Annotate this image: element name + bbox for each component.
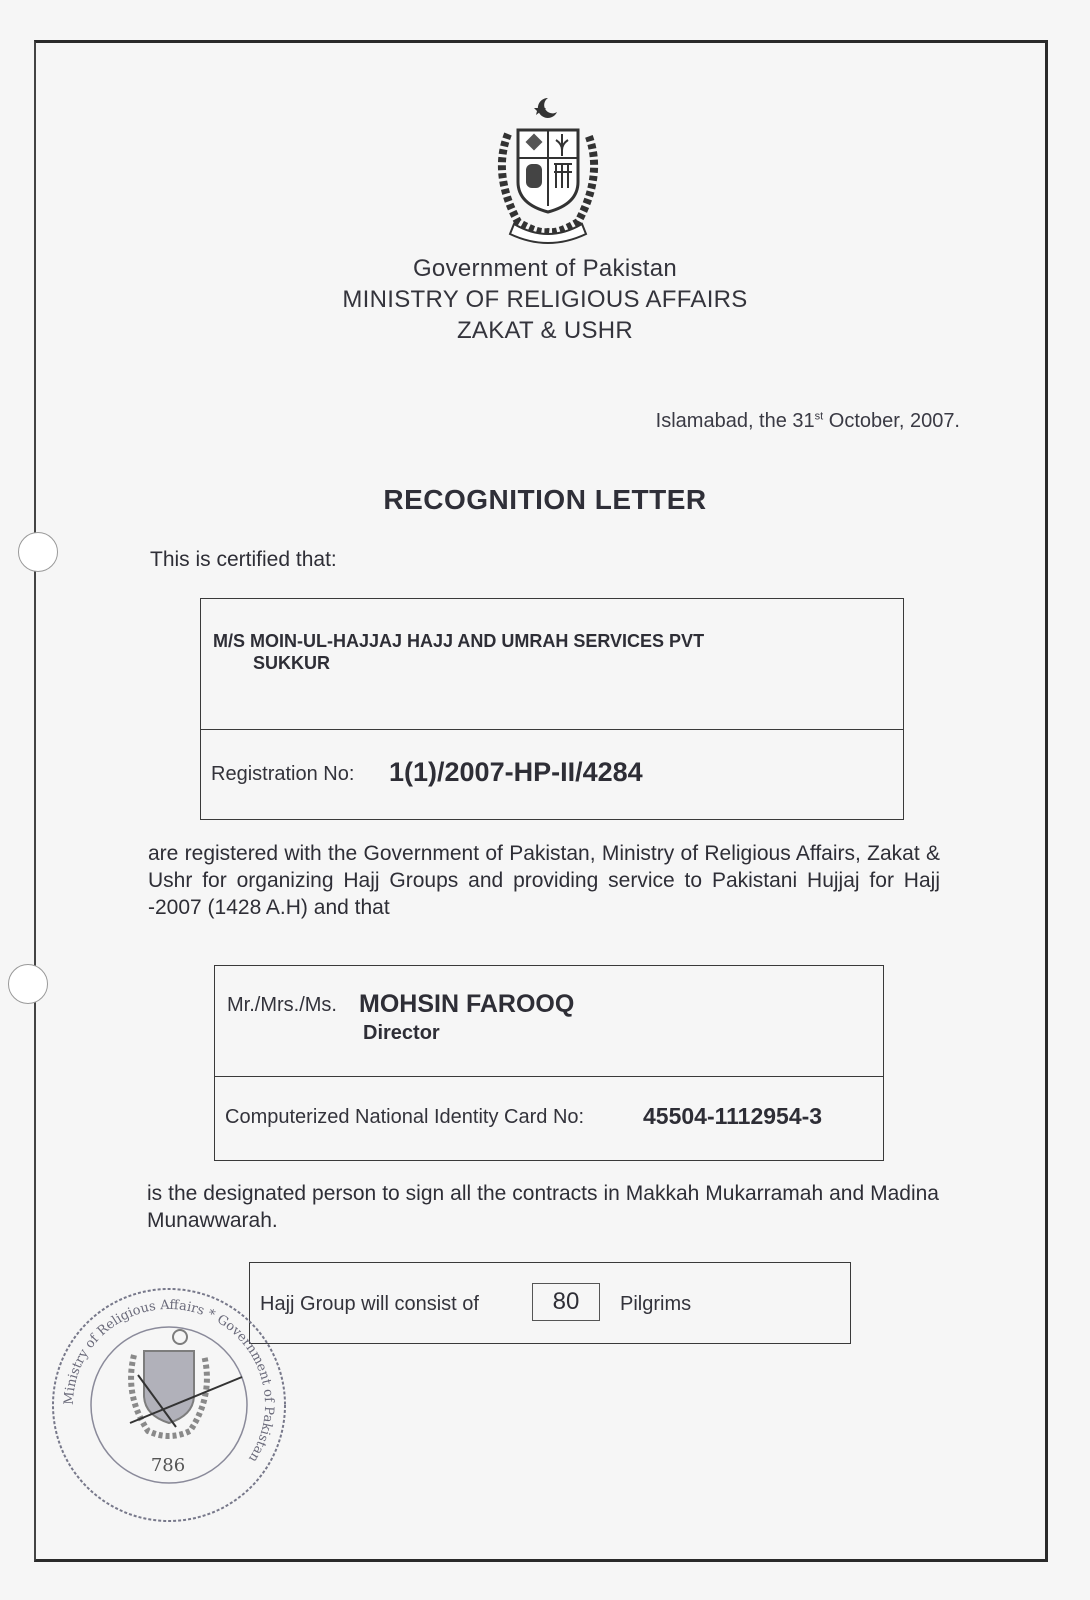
person-designation: Director bbox=[363, 1022, 440, 1044]
state-emblem bbox=[478, 94, 618, 254]
document-title: RECOGNITION LETTER bbox=[383, 484, 707, 515]
pilgrim-count: 80 bbox=[532, 1283, 600, 1321]
company-name: M/S MOIN-UL-HAJJAJ HAJJ AND UMRAH SERVICES PVT bbox=[213, 631, 705, 651]
date-line bbox=[560, 410, 960, 433]
group-box bbox=[249, 1262, 851, 1344]
division-heading: ZAKAT & USHR bbox=[456, 317, 634, 344]
ministry-heading: MINISTRY OF RELIGIOUS AFFAIRS bbox=[342, 286, 748, 313]
registration-statement: are registered with the Government of Pakistan, Ministry of Religious Affairs, Zakat & Ushr for organizing Hajj Groups and providing service to Pakistani Hujjaj for Hajj -2007 (1428 A.H) and that bbox=[148, 842, 940, 919]
group-prefix: Hajj Group will consist of bbox=[260, 1293, 479, 1315]
date-prefix: Islamabad, the 31 bbox=[655, 410, 815, 432]
government-heading: Government of Pakistan bbox=[412, 255, 678, 282]
date-ordinal: st bbox=[814, 410, 824, 423]
person-name: MOHSIN FAROOQ bbox=[359, 990, 575, 1018]
punch-hole bbox=[18, 532, 58, 572]
registration-label: Registration No: bbox=[211, 763, 355, 785]
group-suffix: Pilgrims bbox=[620, 1293, 692, 1315]
intro-text: This is certified that: bbox=[150, 548, 337, 571]
person-box bbox=[214, 965, 884, 1161]
salutation: Mr./Mrs./Ms. bbox=[227, 994, 337, 1016]
cnic-number: 45504-1112954-3 bbox=[643, 1103, 823, 1129]
stamp-number: 786 bbox=[150, 1455, 186, 1476]
official-stamp bbox=[48, 1285, 290, 1525]
company-city: SUKKUR bbox=[253, 653, 331, 673]
box-divider bbox=[215, 1076, 883, 1077]
registration-number: 1(1)/2007-HP-II/4284 bbox=[389, 757, 643, 787]
stamp-emblem bbox=[131, 1330, 207, 1436]
cnic-label: Computerized National Identity Card No: bbox=[225, 1106, 585, 1128]
punch-hole bbox=[8, 964, 48, 1004]
stamp-ring-text: Ministry of Religious Affairs * Government of Pakistan bbox=[61, 1297, 277, 1465]
company-box bbox=[200, 598, 904, 820]
box-divider bbox=[201, 729, 903, 730]
date-suffix: October, 2007. bbox=[823, 410, 960, 432]
signatory-statement: is the designated person to sign all the contracts in Makkah Mukarramah and Madina Munawwarah. bbox=[147, 1182, 939, 1232]
